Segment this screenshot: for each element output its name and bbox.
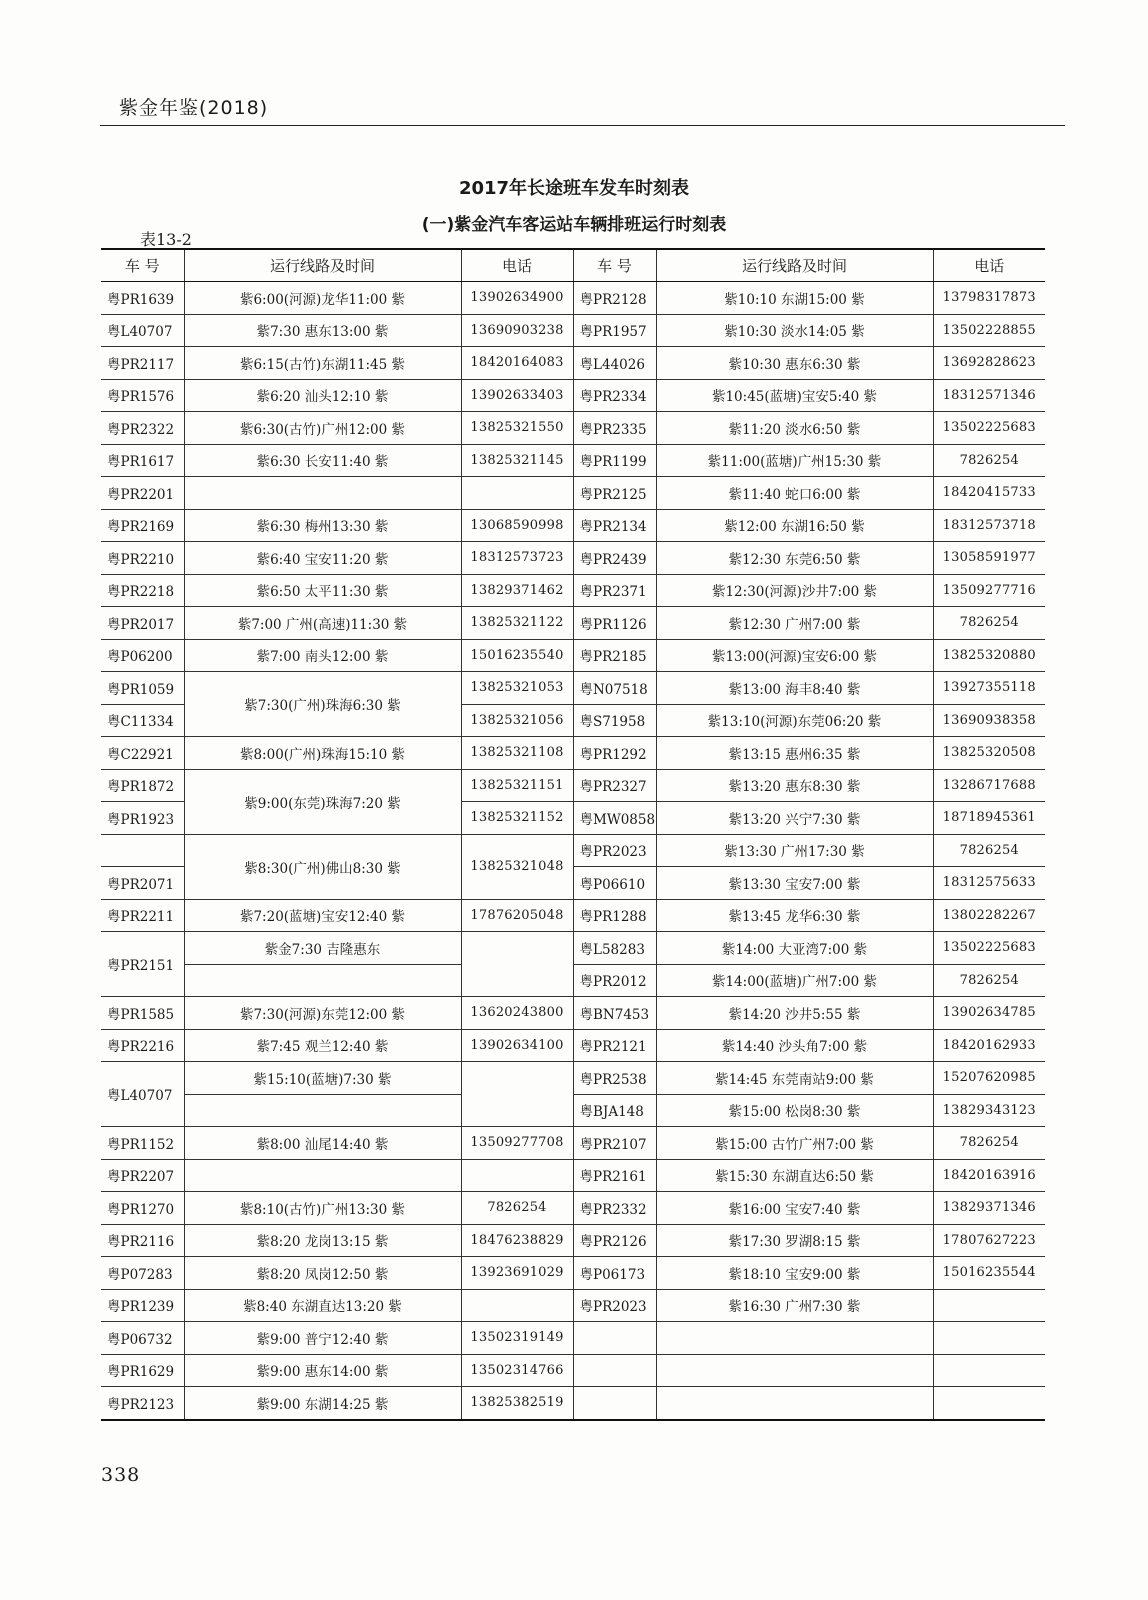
cell-plate-right: 粤PR2327 xyxy=(573,769,656,802)
cell-route-right: 紫15:00 古竹广州7:00 紫 xyxy=(656,1127,933,1160)
table-row xyxy=(101,1289,1045,1322)
cell-route-left: 紫8:20 龙岗13:15 紫 xyxy=(184,1224,461,1257)
cell-phone-right: 13825320508 xyxy=(933,737,1045,770)
cell-plate-left: 粤PR2322 xyxy=(101,412,184,445)
cell-plate-left: 粤PR1639 xyxy=(101,282,184,315)
cell-phone-right: 17807627223 xyxy=(933,1224,1045,1257)
cell-route-right: 紫13:10(河源)东莞06:20 紫 xyxy=(656,704,933,737)
cell-plate-right: 粤P06610 xyxy=(573,867,656,900)
cell-route-right: 紫11:40 蛇口6:00 紫 xyxy=(656,477,933,510)
cell-plate-right: 粤BN7453 xyxy=(573,997,656,1030)
cell-route-left: 紫8:00 汕尾14:40 紫 xyxy=(184,1127,461,1160)
cell-route-left: 紫7:30 惠东13:00 紫 xyxy=(184,314,461,347)
cell-route-right: 紫11:00(蓝塘)广州15:30 紫 xyxy=(656,444,933,477)
cell-plate-right: 粤PR1288 xyxy=(573,899,656,932)
cell-route-left: 紫6:50 太平11:30 紫 xyxy=(184,574,461,607)
cell-route-left: 紫8:00(广州)珠海15:10 紫 xyxy=(184,737,461,770)
cell-plate-right: 粤PR2371 xyxy=(573,574,656,607)
cell-phone-right xyxy=(933,1387,1045,1420)
header-plate-right: 车 号 xyxy=(573,249,656,282)
cell-phone-left: 13620243800 xyxy=(461,997,573,1030)
cell-plate-right: 粤L44026 xyxy=(573,347,656,380)
cell-route-left: 紫6:40 宝安11:20 紫 xyxy=(184,542,461,575)
cell-route-left: 紫9:00 惠东14:00 紫 xyxy=(184,1354,461,1387)
cell-route-left: 紫7:45 观兰12:40 紫 xyxy=(184,1029,461,1062)
cell-plate-left: 粤PR1923 xyxy=(101,802,184,835)
cell-phone-left: 13502319149 xyxy=(461,1322,573,1355)
cell-phone-right: 13509277716 xyxy=(933,574,1045,607)
cell-phone-right: 7826254 xyxy=(933,1127,1045,1160)
cell-plate-left: 粤PR1617 xyxy=(101,444,184,477)
cell-phone-right: 13692828623 xyxy=(933,347,1045,380)
cell-plate-left: 粤P06200 xyxy=(101,639,184,672)
table-row xyxy=(101,639,1045,672)
table-row xyxy=(101,997,1045,1030)
cell-phone-right: 13502225683 xyxy=(933,412,1045,445)
cell-route-left: 紫7:00 南头12:00 紫 xyxy=(184,639,461,672)
document-subtitle: (一)紫金汽车客运站车辆排班运行时刻表 xyxy=(421,215,727,235)
cell-phone-right: 18312573718 xyxy=(933,509,1045,542)
cell-route-right: 紫14:00(蓝塘)广州7:00 紫 xyxy=(656,964,933,997)
cell-route-right: 紫13:45 龙华6:30 紫 xyxy=(656,899,933,932)
cell-route-right: 紫14:40 沙头角7:00 紫 xyxy=(656,1029,933,1062)
table-row xyxy=(101,737,1045,770)
cell-route-right: 紫14:20 沙井5:55 紫 xyxy=(656,997,933,1030)
cell-route-left: 紫9:00 普宁12:40 紫 xyxy=(184,1322,461,1355)
cell-plate-right: 粤S71958 xyxy=(573,704,656,737)
cell-phone-left: 13825321145 xyxy=(461,444,573,477)
cell-phone-left: 13902633403 xyxy=(461,379,573,412)
cell-plate-right: 粤N07518 xyxy=(573,672,656,705)
cell-phone-left: 13902634900 xyxy=(461,282,573,315)
cell-route-left: 紫6:15(古竹)东湖11:45 紫 xyxy=(184,347,461,380)
cell-plate-right xyxy=(573,1322,656,1355)
cell-plate-left: 粤C11334 xyxy=(101,704,184,737)
cell-phone-left: 13502314766 xyxy=(461,1354,573,1387)
cell-plate-left: 粤PR2169 xyxy=(101,509,184,542)
cell-route-right: 紫13:20 兴宁7:30 紫 xyxy=(656,802,933,835)
cell-plate-right: 粤BJA148 xyxy=(573,1094,656,1127)
cell-plate-right: 粤PR2185 xyxy=(573,639,656,672)
cell-phone-left: 13825321151 xyxy=(461,769,573,802)
cell-phone-right: 13902634785 xyxy=(933,997,1045,1030)
cell-phone-left: 13902634100 xyxy=(461,1029,573,1062)
cell-route-right: 紫13:30 宝安7:00 紫 xyxy=(656,867,933,900)
cell-phone-left: 13825321550 xyxy=(461,412,573,445)
cell-phone-left: 7826254 xyxy=(461,1192,573,1225)
table-row xyxy=(101,1387,1045,1420)
cell-phone-right: 18420163916 xyxy=(933,1159,1045,1192)
cell-route-left: 紫6:20 汕头12:10 紫 xyxy=(184,379,461,412)
cell-route-left: 紫金7:30 吉隆惠东 xyxy=(184,932,461,965)
table-row xyxy=(101,932,1045,965)
table-row xyxy=(101,899,1045,932)
cell-plate-right: 粤PR2128 xyxy=(573,282,656,315)
cell-plate-right: 粤PR2161 xyxy=(573,1159,656,1192)
cell-phone-left: 13690903238 xyxy=(461,314,573,347)
table-row xyxy=(101,1354,1045,1387)
cell-route-left: 紫9:00(东莞)珠海7:20 紫 xyxy=(184,769,461,834)
cell-plate-left: 粤PR1576 xyxy=(101,379,184,412)
header-plate-left: 车 号 xyxy=(101,249,184,282)
cell-phone-right: 13502228855 xyxy=(933,314,1045,347)
cell-plate-right: 粤PR1957 xyxy=(573,314,656,347)
cell-phone-left: 13825321056 xyxy=(461,704,573,737)
cell-phone-left: 13825321048 xyxy=(461,834,573,899)
cell-route-left: 紫8:10(古竹)广州13:30 紫 xyxy=(184,1192,461,1225)
cell-plate-left: 粤PR1152 xyxy=(101,1127,184,1160)
cell-phone-right: 13829371346 xyxy=(933,1192,1045,1225)
table-row xyxy=(101,834,1045,867)
cell-phone-right: 18718945361 xyxy=(933,802,1045,835)
table-row xyxy=(101,444,1045,477)
cell-phone-left: 13829371462 xyxy=(461,574,573,607)
cell-route-left: 紫7:30(广州)珠海6:30 紫 xyxy=(184,672,461,737)
table-row xyxy=(101,1159,1045,1192)
table-row xyxy=(101,412,1045,445)
cell-route-left: 紫15:10(蓝塘)7:30 紫 xyxy=(184,1062,461,1095)
table-row xyxy=(101,672,1045,705)
cell-plate-left: 粤PR2216 xyxy=(101,1029,184,1062)
header-phone-left: 电话 xyxy=(461,249,573,282)
cell-route-right: 紫15:00 松岗8:30 紫 xyxy=(656,1094,933,1127)
cell-phone-left: 13509277708 xyxy=(461,1127,573,1160)
cell-route-left xyxy=(184,477,461,510)
cell-route-right: 紫17:30 罗湖8:15 紫 xyxy=(656,1224,933,1257)
cell-phone-right: 15016235544 xyxy=(933,1257,1045,1290)
table-row xyxy=(101,769,1045,802)
table-row xyxy=(101,1062,1045,1095)
table-row xyxy=(101,1094,1045,1127)
cell-plate-right xyxy=(573,1387,656,1420)
cell-route-right: 紫10:30 惠东6:30 紫 xyxy=(656,347,933,380)
table-row xyxy=(101,1322,1045,1355)
table-row xyxy=(101,314,1045,347)
cell-phone-right: 7826254 xyxy=(933,607,1045,640)
cell-phone-left: 17876205048 xyxy=(461,899,573,932)
table-row xyxy=(101,1127,1045,1160)
cell-phone-left xyxy=(461,1062,573,1127)
cell-phone-right: 13058591977 xyxy=(933,542,1045,575)
cell-route-right: 紫16:30 广州7:30 紫 xyxy=(656,1289,933,1322)
cell-phone-left: 13923691029 xyxy=(461,1257,573,1290)
cell-plate-right: 粤PR2334 xyxy=(573,379,656,412)
cell-plate-right: 粤MW0858 xyxy=(573,802,656,835)
cell-route-left: 紫7:20(蓝塘)宝安12:40 紫 xyxy=(184,899,461,932)
cell-plate-right: 粤PR1199 xyxy=(573,444,656,477)
table-row xyxy=(101,477,1045,510)
table-row xyxy=(101,964,1045,997)
cell-route-right: 紫11:20 淡水6:50 紫 xyxy=(656,412,933,445)
table-row xyxy=(101,347,1045,380)
cell-plate-right: 粤L58283 xyxy=(573,932,656,965)
table-number-label: 表13-2 xyxy=(140,230,192,249)
cell-route-left: 紫6:30 长安11:40 紫 xyxy=(184,444,461,477)
page-number: 338 xyxy=(101,1464,141,1486)
cell-plate-left: 粤PR1872 xyxy=(101,769,184,802)
cell-route-right: 紫13:00(河源)宝安6:00 紫 xyxy=(656,639,933,672)
cell-phone-left xyxy=(461,1159,573,1192)
cell-plate-right: 粤PR2121 xyxy=(573,1029,656,1062)
cell-phone-right: 18420415733 xyxy=(933,477,1045,510)
cell-phone-right: 18312575633 xyxy=(933,867,1045,900)
cell-phone-right xyxy=(933,1289,1045,1322)
cell-route-right: 紫10:10 东湖15:00 紫 xyxy=(656,282,933,315)
table-row xyxy=(101,1224,1045,1257)
cell-phone-right: 7826254 xyxy=(933,964,1045,997)
cell-plate-right: 粤PR1126 xyxy=(573,607,656,640)
cell-phone-left: 13825321152 xyxy=(461,802,573,835)
document-title: 2017年长途班车发车时刻表 xyxy=(458,178,690,199)
cell-plate-left: 粤P07283 xyxy=(101,1257,184,1290)
cell-plate-right: 粤PR2335 xyxy=(573,412,656,445)
cell-plate-left: 粤PR2201 xyxy=(101,477,184,510)
cell-plate-left: 粤PR2117 xyxy=(101,347,184,380)
cell-phone-right xyxy=(933,1354,1045,1387)
cell-phone-left: 18420164083 xyxy=(461,347,573,380)
cell-route-left: 紫6:30 梅州13:30 紫 xyxy=(184,509,461,542)
cell-route-right xyxy=(656,1322,933,1355)
cell-phone-right: 18420162933 xyxy=(933,1029,1045,1062)
cell-plate-right: 粤PR2023 xyxy=(573,834,656,867)
cell-route-right: 紫13:00 海丰8:40 紫 xyxy=(656,672,933,705)
cell-phone-left: 13825382519 xyxy=(461,1387,573,1420)
cell-plate-left: 粤PR2207 xyxy=(101,1159,184,1192)
cell-plate-right xyxy=(573,1354,656,1387)
cell-plate-right: 粤PR2439 xyxy=(573,542,656,575)
cell-phone-right: 7826254 xyxy=(933,834,1045,867)
cell-plate-left: 粤PR2123 xyxy=(101,1387,184,1420)
cell-plate-right: 粤PR2107 xyxy=(573,1127,656,1160)
cell-route-left: 紫7:30(河源)东莞12:00 紫 xyxy=(184,997,461,1030)
cell-route-right: 紫15:30 东湖直达6:50 紫 xyxy=(656,1159,933,1192)
cell-route-right: 紫12:30 广州7:00 紫 xyxy=(656,607,933,640)
cell-phone-right: 13286717688 xyxy=(933,769,1045,802)
cell-phone-right: 15207620985 xyxy=(933,1062,1045,1095)
cell-plate-left: 粤L40707 xyxy=(101,314,184,347)
cell-plate-left: 粤PR2211 xyxy=(101,899,184,932)
cell-plate-left xyxy=(101,834,184,867)
cell-route-right: 紫14:00 大亚湾7:00 紫 xyxy=(656,932,933,965)
cell-plate-right: 粤P06173 xyxy=(573,1257,656,1290)
cell-phone-right: 13825320880 xyxy=(933,639,1045,672)
table-row xyxy=(101,574,1045,607)
yearbook-header-title: 紫金年鉴(2018) xyxy=(119,97,269,119)
cell-route-left: 紫8:30(广州)佛山8:30 紫 xyxy=(184,834,461,899)
cell-route-left: 紫7:00 广州(高速)11:30 紫 xyxy=(184,607,461,640)
table-row xyxy=(101,607,1045,640)
cell-plate-left: 粤PR2151 xyxy=(101,932,184,997)
cell-route-right: 紫10:45(蓝塘)宝安5:40 紫 xyxy=(656,379,933,412)
cell-phone-left: 18312573723 xyxy=(461,542,573,575)
cell-plate-left: 粤PR2210 xyxy=(101,542,184,575)
cell-route-left: 紫8:40 东湖直达13:20 紫 xyxy=(184,1289,461,1322)
cell-route-left: 紫8:20 凤岗12:50 紫 xyxy=(184,1257,461,1290)
table-header-row xyxy=(101,249,1045,282)
header-route-right: 运行线路及时间 xyxy=(656,249,933,282)
table-row xyxy=(101,379,1045,412)
cell-route-right: 紫16:00 宝安7:40 紫 xyxy=(656,1192,933,1225)
cell-route-left xyxy=(184,1094,461,1127)
table-row xyxy=(101,1192,1045,1225)
header-rule xyxy=(100,125,1065,126)
cell-plate-right: 粤PR2134 xyxy=(573,509,656,542)
cell-phone-right: 7826254 xyxy=(933,444,1045,477)
table-row xyxy=(101,282,1045,315)
cell-phone-left: 13825321108 xyxy=(461,737,573,770)
cell-route-left xyxy=(184,964,461,997)
cell-route-right: 紫10:30 淡水14:05 紫 xyxy=(656,314,933,347)
cell-route-right: 紫12:30 东莞6:50 紫 xyxy=(656,542,933,575)
cell-phone-right xyxy=(933,1322,1045,1355)
cell-phone-right: 13502225683 xyxy=(933,932,1045,965)
cell-route-right: 紫13:20 惠东8:30 紫 xyxy=(656,769,933,802)
table-body xyxy=(101,282,1045,1420)
cell-phone-right: 13802282267 xyxy=(933,899,1045,932)
cell-plate-right: 粤PR1292 xyxy=(573,737,656,770)
cell-phone-right: 13690938358 xyxy=(933,704,1045,737)
cell-phone-left: 15016235540 xyxy=(461,639,573,672)
cell-route-right: 紫12:30(河源)沙井7:00 紫 xyxy=(656,574,933,607)
cell-plate-left: 粤PR2218 xyxy=(101,574,184,607)
cell-plate-right: 粤PR2125 xyxy=(573,477,656,510)
cell-plate-left: 粤PR2071 xyxy=(101,867,184,900)
cell-phone-left xyxy=(461,932,573,997)
cell-route-right: 紫18:10 宝安9:00 紫 xyxy=(656,1257,933,1290)
cell-phone-left: 13825321122 xyxy=(461,607,573,640)
cell-phone-left: 13825321053 xyxy=(461,672,573,705)
table-row xyxy=(101,509,1045,542)
cell-plate-right: 粤PR2538 xyxy=(573,1062,656,1095)
cell-route-left: 紫9:00 东湖14:25 紫 xyxy=(184,1387,461,1420)
cell-plate-right: 粤PR2126 xyxy=(573,1224,656,1257)
cell-plate-right: 粤PR2023 xyxy=(573,1289,656,1322)
cell-route-right: 紫13:30 广州17:30 紫 xyxy=(656,834,933,867)
cell-route-right: 紫12:00 东湖16:50 紫 xyxy=(656,509,933,542)
cell-plate-left: 粤P06732 xyxy=(101,1322,184,1355)
cell-plate-right: 粤PR2332 xyxy=(573,1192,656,1225)
cell-plate-right: 粤PR2012 xyxy=(573,964,656,997)
cell-route-right: 紫14:45 东莞南站9:00 紫 xyxy=(656,1062,933,1095)
cell-phone-left: 13068590998 xyxy=(461,509,573,542)
cell-route-left xyxy=(184,1159,461,1192)
cell-plate-left: 粤PR1059 xyxy=(101,672,184,705)
cell-plate-left: 粤L40707 xyxy=(101,1062,184,1127)
cell-route-right xyxy=(656,1387,933,1420)
table-row xyxy=(101,1257,1045,1290)
cell-phone-right: 13798317873 xyxy=(933,282,1045,315)
cell-route-right xyxy=(656,1354,933,1387)
cell-plate-left: 粤PR2017 xyxy=(101,607,184,640)
cell-phone-right: 13927355118 xyxy=(933,672,1045,705)
header-route-left: 运行线路及时间 xyxy=(184,249,461,282)
table-row xyxy=(101,1029,1045,1062)
cell-phone-right: 13829343123 xyxy=(933,1094,1045,1127)
cell-plate-left: 粤PR1585 xyxy=(101,997,184,1030)
cell-plate-left: 粤PR1629 xyxy=(101,1354,184,1387)
cell-phone-left: 18476238829 xyxy=(461,1224,573,1257)
header-phone-right: 电话 xyxy=(933,249,1045,282)
cell-route-left: 紫6:30(古竹)广州12:00 紫 xyxy=(184,412,461,445)
cell-plate-left: 粤PR1239 xyxy=(101,1289,184,1322)
cell-plate-left: 粤PR2116 xyxy=(101,1224,184,1257)
cell-plate-left: 粤C22921 xyxy=(101,737,184,770)
bus-schedule-table xyxy=(101,248,1045,1421)
table-row xyxy=(101,542,1045,575)
cell-route-right: 紫13:15 惠州6:35 紫 xyxy=(656,737,933,770)
cell-route-left: 紫6:00(河源)龙华11:00 紫 xyxy=(184,282,461,315)
cell-phone-left xyxy=(461,477,573,510)
cell-phone-left xyxy=(461,1289,573,1322)
cell-phone-right: 18312571346 xyxy=(933,379,1045,412)
cell-plate-left: 粤PR1270 xyxy=(101,1192,184,1225)
